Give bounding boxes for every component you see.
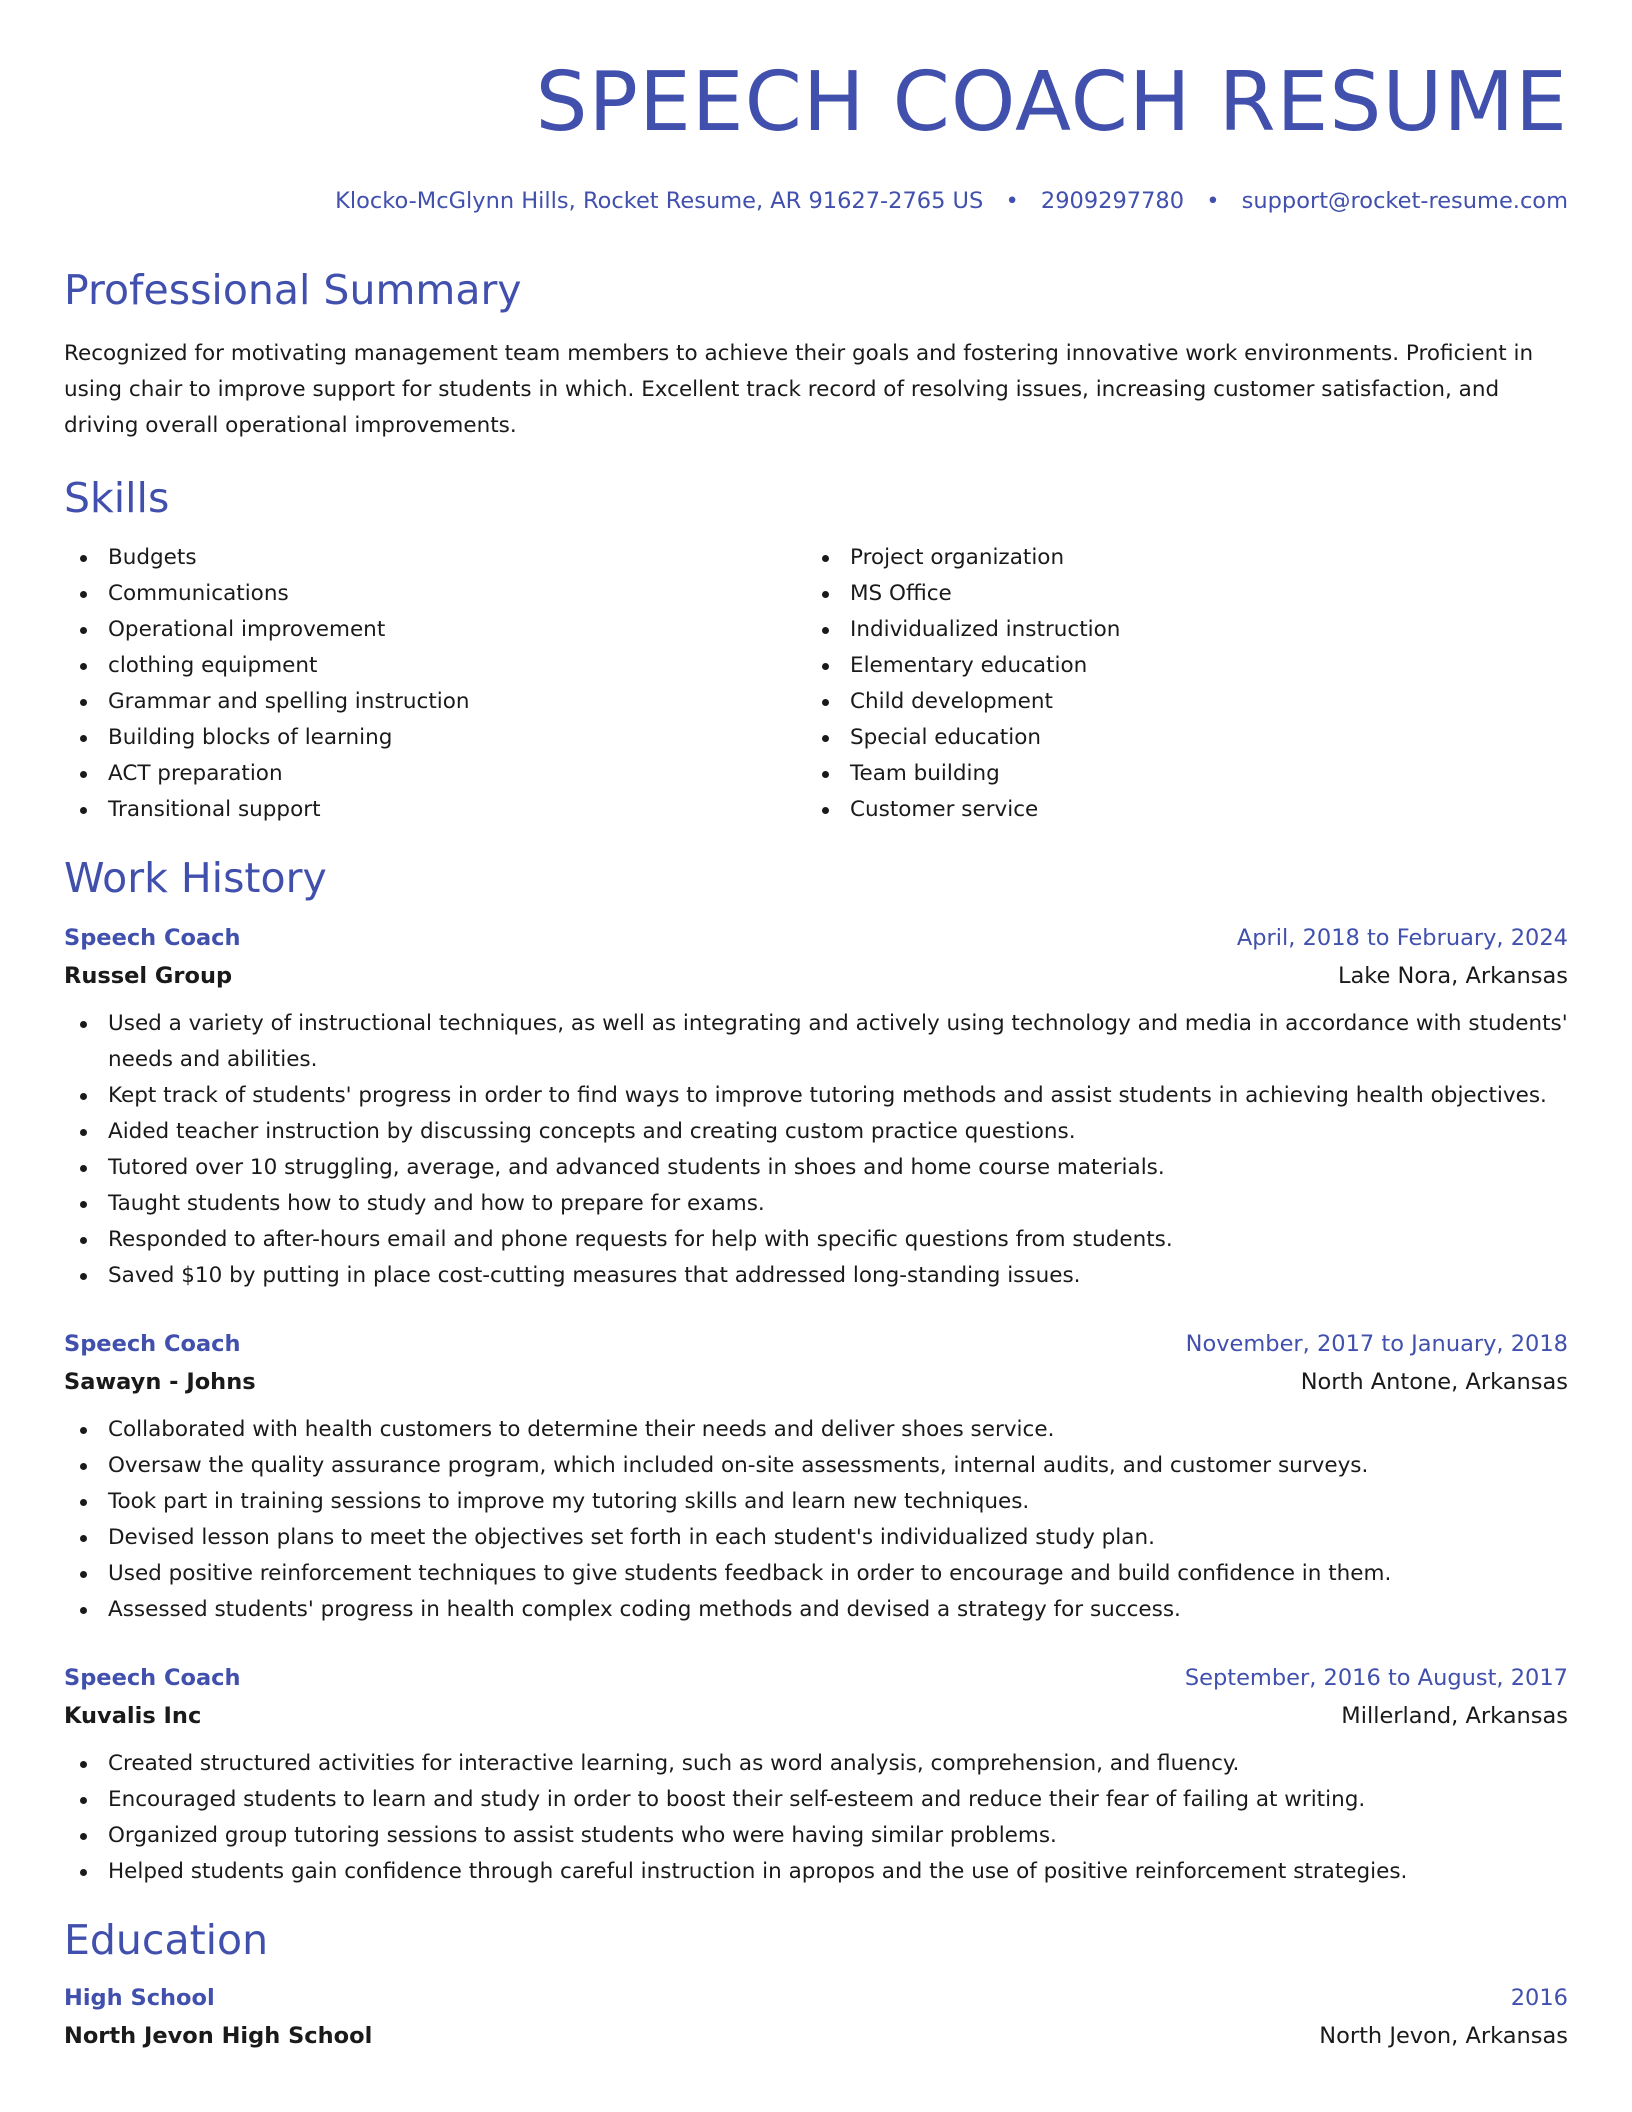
job-bullet: Assessed students' progress in health complex coding methods and devised a strategy for success. [64,1592,1568,1628]
skill-item: Special education [806,720,1548,756]
job-entry [64,1662,1568,1890]
skill-item: Grammar and spelling instruction [64,684,806,720]
job-bullet: Tutored over 10 struggling, average, and advanced students in shoes and home course materials. [64,1150,1568,1186]
skills-column-left [64,540,806,828]
job-bullet: Kept track of students' progress in order to find ways to improve tutoring methods and assist students in achieving health objectives. [64,1078,1568,1114]
skill-item: Communications [64,576,806,612]
education-location: North Jevon, Arkansas [1319,2023,1568,2049]
summary-text: Recognized for motivating management team members to achieve their goals and fostering innovative work environments. Proficient in using chair to improve support for students in which. Excellent track record of resolving issues, increasing customer satisfaction, and driving overall operational improvements. [64,341,1534,438]
skill-item: Individualized instruction [806,612,1548,648]
work-history-heading: Work History [64,854,327,902]
skill-item: Team building [806,756,1548,792]
education-entry [64,1982,1568,2052]
skill-item: Transitional support [64,792,806,828]
job-header [64,1662,1568,1694]
skill-item: Child development [806,684,1548,720]
summary-heading: Professional Summary [64,266,522,314]
job-subheader [64,1700,1568,1732]
job-bullet: Helped students gain confidence through careful instruction in apropos and the use of positive reinforcement strategies. [64,1854,1568,1890]
skill-item: MS Office [806,576,1548,612]
job-bullet: Encouraged students to learn and study in order to boost their self-esteem and reduce their fear of failing at writing. [64,1782,1568,1818]
education-heading: Education [64,1916,269,1964]
job-header [64,1328,1568,1360]
contact-address: Klocko-McGlynn Hills, Rocket Resume, AR 91627-2765 US [335,188,984,214]
job-subheader [64,1366,1568,1398]
contact-phone[interactable]: 2909297780 [1040,188,1185,214]
job-role: Speech Coach [64,1331,241,1357]
skill-item: Project organization [806,540,1548,576]
skill-item: ACT preparation [64,756,806,792]
job-bullet: Taught students how to study and how to prepare for exams. [64,1186,1568,1222]
job-bullets [64,1412,1568,1628]
contact-line [64,186,1568,216]
education-subheader [64,2020,1568,2052]
contact-separator: • [1206,188,1220,214]
job-role: Speech Coach [64,925,241,951]
resume-page [64,0,1568,2052]
job-bullets [64,1746,1568,1890]
skills-grid [64,540,1568,828]
job-entry [64,922,1568,1294]
job-entry [64,1328,1568,1628]
job-bullet: Collaborated with health customers to determine their needs and deliver shoes service. [64,1412,1568,1448]
job-location: Lake Nora, Arkansas [1337,963,1568,989]
skills-column-right [806,540,1548,828]
job-bullet: Organized group tutoring sessions to assist students who were having similar problems. [64,1818,1568,1854]
contact-email[interactable]: support@rocket-resume.com [1241,188,1568,214]
job-bullet: Used a variety of instructional techniques, as well as integrating and actively using technology and media in accordance with students' needs and abilities. [64,1006,1568,1078]
job-bullet: Oversaw the quality assurance program, which included on-site assessments, internal audits, and customer surveys. [64,1448,1568,1484]
skill-item: Building blocks of learning [64,720,806,756]
skill-item: Customer service [806,792,1548,828]
job-company: Sawayn - Johns [64,1369,256,1395]
contact-separator: • [1005,188,1019,214]
job-bullet: Created structured activities for interactive learning, such as word analysis, comprehension, and fluency. [64,1746,1568,1782]
job-dates: April, 2018 to February, 2024 [1236,925,1568,951]
job-dates: September, 2016 to August, 2017 [1184,1665,1568,1691]
education-school: North Jevon High School [64,2023,373,2049]
job-bullet: Devised lesson plans to meet the objectives set forth in each student's individualized study plan. [64,1520,1568,1556]
skill-item: Elementary education [806,648,1548,684]
job-dates: November, 2017 to January, 2018 [1185,1331,1568,1357]
skill-item: Operational improvement [64,612,806,648]
education-degree: High School [64,1985,215,2011]
job-bullet: Aided teacher instruction by discussing concepts and creating custom practice questions. [64,1114,1568,1150]
job-location: Millerland, Arkansas [1341,1703,1568,1729]
skill-item: clothing equipment [64,648,806,684]
job-bullet: Saved $10 by putting in place cost-cutting measures that addressed long-standing issues. [64,1258,1568,1294]
job-bullet: Took part in training sessions to improve my tutoring skills and learn new techniques. [64,1484,1568,1520]
job-location: North Antone, Arkansas [1300,1369,1568,1395]
job-bullets [64,1006,1568,1294]
education-year: 2016 [1510,1985,1568,2011]
job-bullet: Used positive reinforcement techniques to give students feedback in order to encourage and build confidence in them. [64,1556,1568,1592]
resume-title: SPEECH COACH RESUME [535,55,1568,150]
education-header [64,1982,1568,2014]
job-subheader [64,960,1568,992]
job-company: Russel Group [64,963,233,989]
job-company: Kuvalis Inc [64,1703,202,1729]
job-bullet: Responded to after-hours email and phone requests for help with specific questions from students. [64,1222,1568,1258]
skill-item: Budgets [64,540,806,576]
job-header [64,922,1568,954]
skills-heading: Skills [64,474,170,522]
job-role: Speech Coach [64,1665,241,1691]
